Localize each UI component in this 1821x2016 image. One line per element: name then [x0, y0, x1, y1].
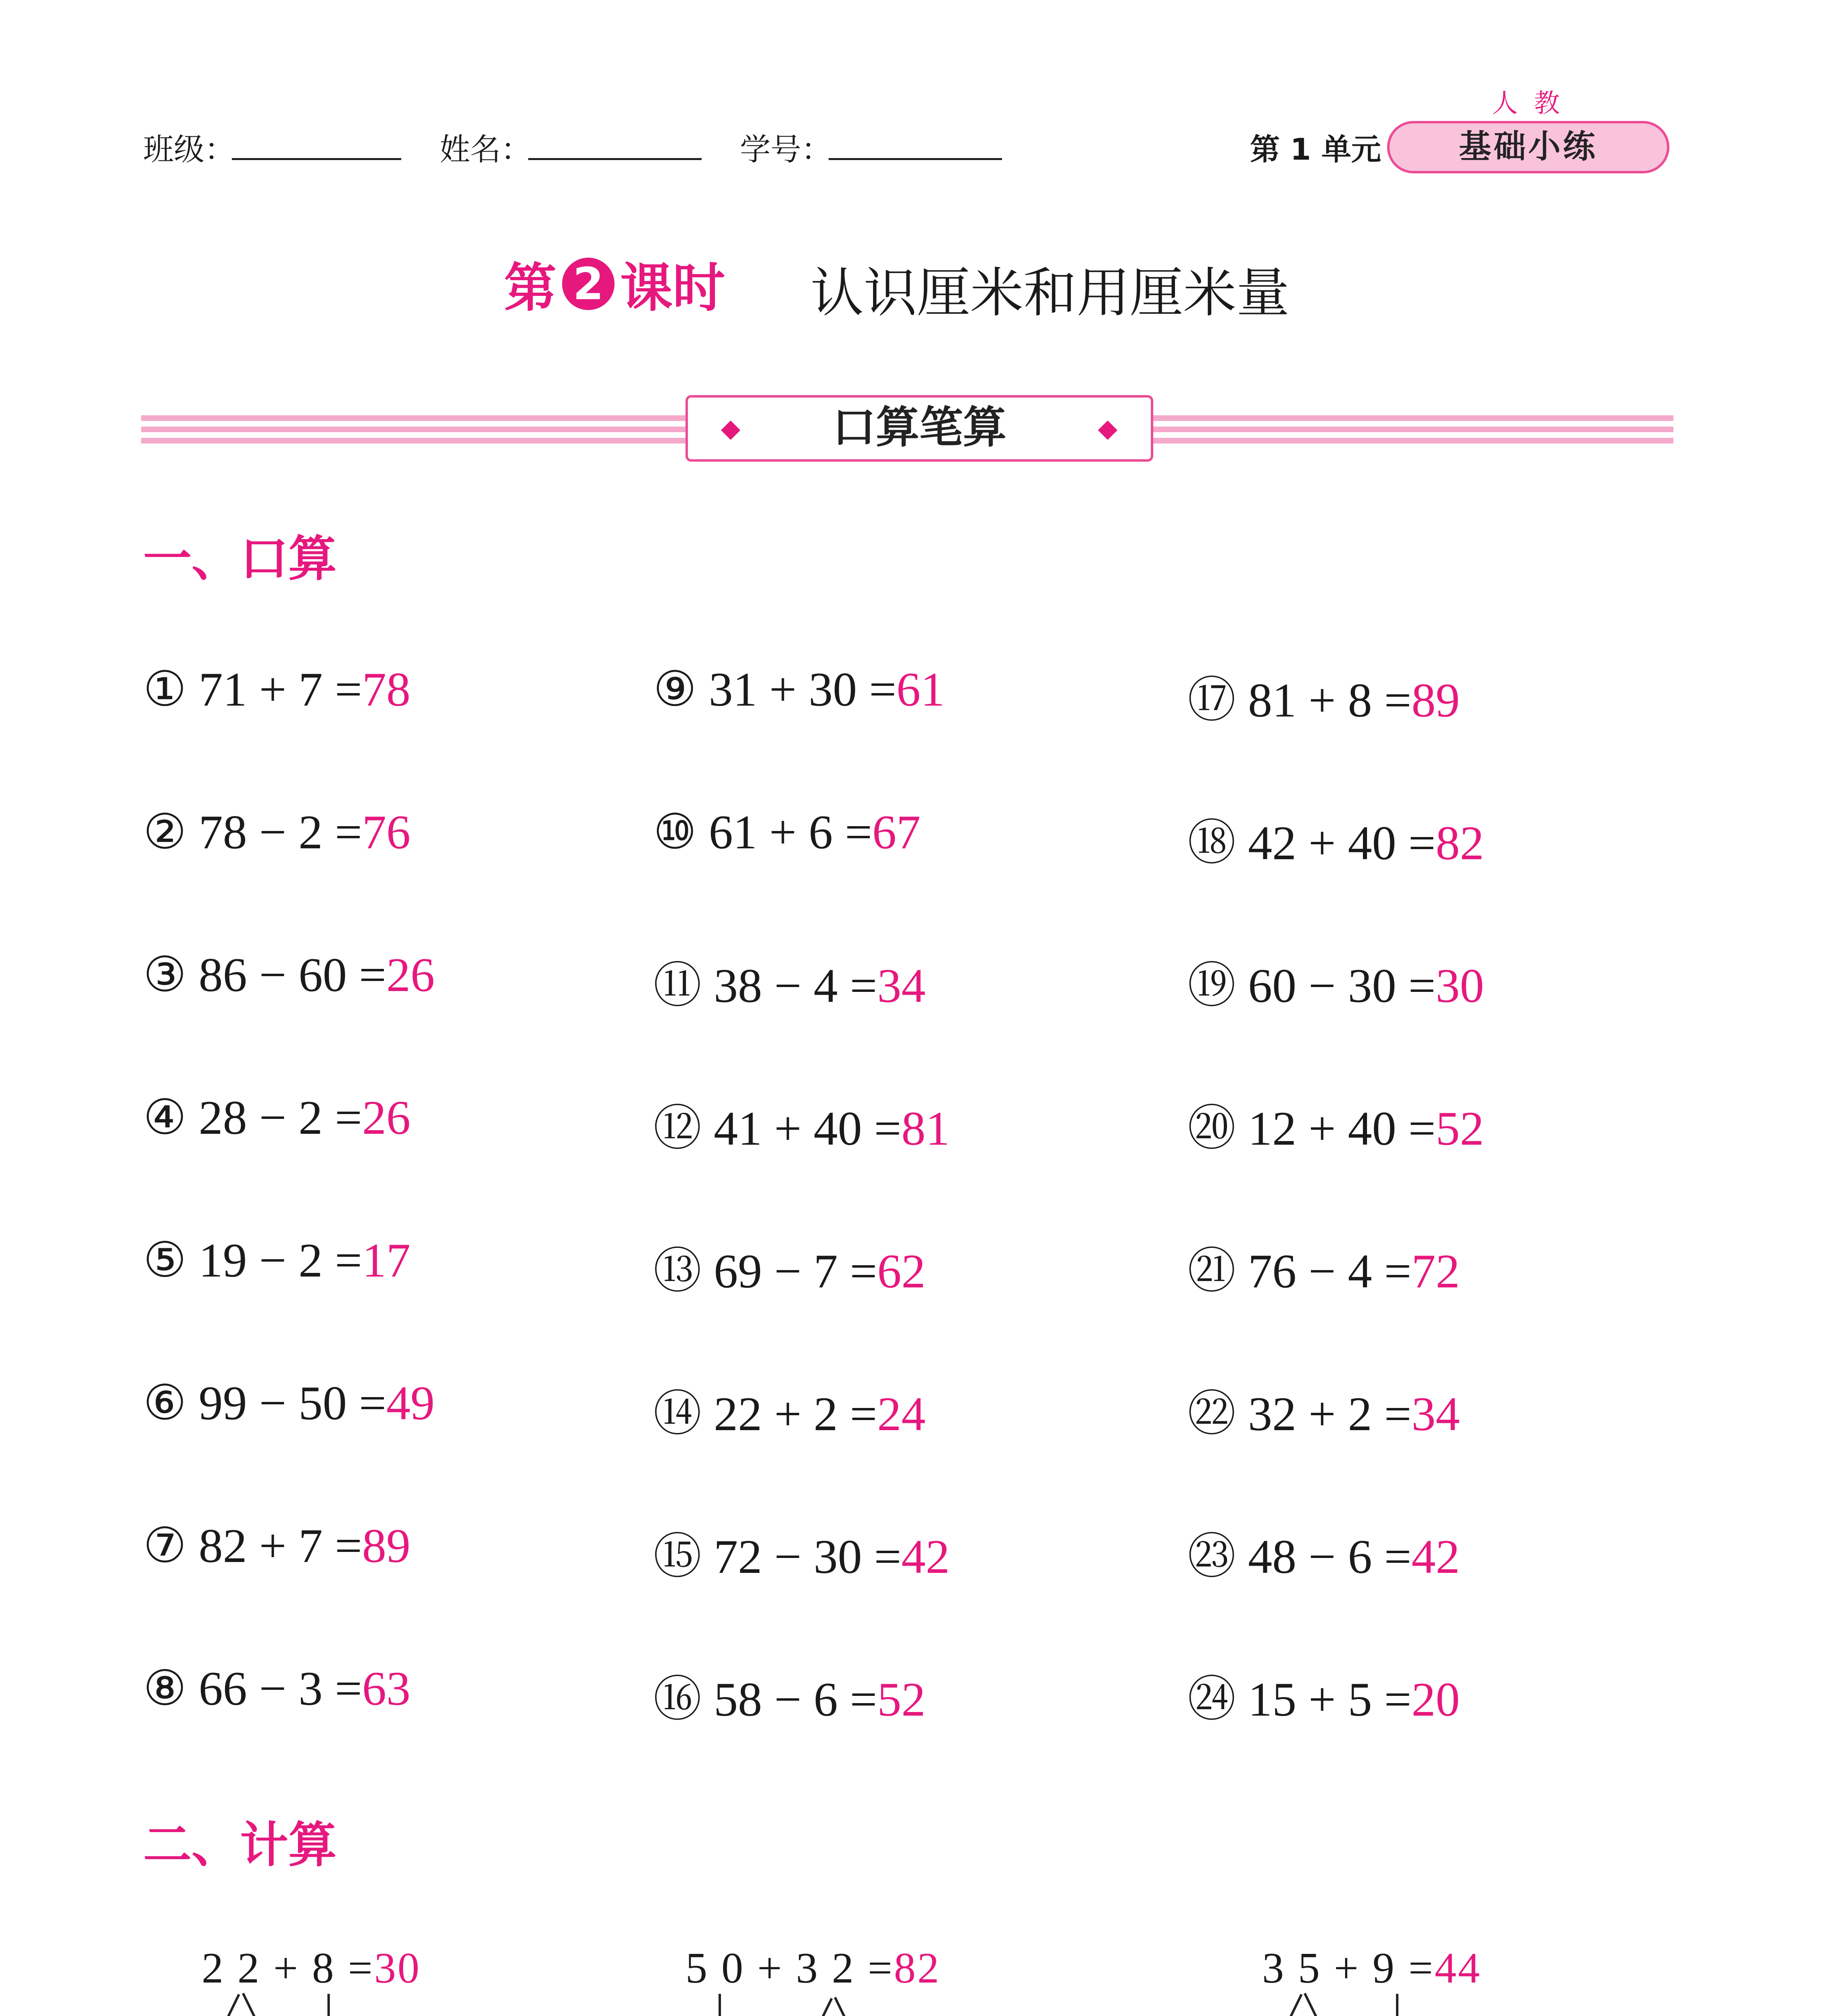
problem-answer[interactable]: 62	[877, 1244, 926, 1298]
oral-problem	[1188, 804, 1484, 873]
calc-equation: 3 5 + 9 =44	[1262, 1944, 1481, 1992]
oral-problem	[653, 1232, 925, 1302]
problem-number: ⑮	[653, 1530, 702, 1583]
problem-expression: 76 − 4 =	[1248, 1244, 1412, 1298]
problem-expression: 38 − 4 =	[714, 959, 877, 1012]
problem-expression: 69 − 7 =	[714, 1244, 877, 1298]
problem-number: ㉔	[1188, 1672, 1236, 1726]
problem-number: ⑧	[143, 1662, 187, 1715]
problem-expression: 42 + 40 =	[1248, 816, 1436, 870]
split-line	[192, 1994, 240, 2016]
oral-problem	[1188, 1232, 1460, 1302]
problem-number: ①	[143, 662, 187, 716]
calc-answer: 30	[374, 1944, 421, 1992]
problem-number: ⑤	[143, 1233, 187, 1287]
problem-answer[interactable]: 78	[362, 662, 410, 716]
problem-expression: 22 + 2 =	[714, 1387, 877, 1441]
problem-answer[interactable]: 52	[1436, 1102, 1484, 1155]
problem-expression: 58 − 6 =	[714, 1672, 877, 1726]
oral-problem	[653, 947, 925, 1016]
problem-expression: 81 + 8 =	[1248, 673, 1412, 727]
calc-equation: 5 0 + 3 2 =82	[685, 1944, 941, 1992]
problem-answer[interactable]: 89	[1411, 673, 1460, 727]
problem-answer[interactable]: 24	[877, 1387, 926, 1441]
problem-number: ⑨	[653, 662, 697, 716]
problem-answer[interactable]: 42	[901, 1530, 950, 1583]
problem-expression: 61 + 6 =	[708, 805, 872, 859]
lesson-suffix: 课时	[620, 257, 725, 319]
problem-expression: 19 − 2 =	[198, 1233, 362, 1287]
problem-expression: 66 − 3 =	[198, 1662, 362, 1715]
oral-problem	[653, 1660, 925, 1730]
split-line	[1255, 1994, 1302, 2016]
problem-number: ⑱	[1188, 816, 1236, 870]
series-badge: 基础小练	[1387, 121, 1669, 173]
oral-problem	[653, 1375, 925, 1444]
oral-problem	[1188, 947, 1484, 1016]
problem-expression: 12 + 40 =	[1248, 1102, 1436, 1155]
problem-answer[interactable]: 67	[872, 805, 921, 859]
problem-number: ⑭	[653, 1387, 702, 1441]
edition-label: 人教	[1492, 89, 1576, 119]
calc-answer: 44	[1434, 1944, 1481, 1992]
problem-number: ㉒	[1188, 1387, 1236, 1441]
problem-number: ⑰	[1188, 673, 1236, 727]
split-line	[242, 1993, 290, 2016]
oral-problem	[143, 1660, 410, 1716]
id-label: 学号：	[740, 131, 832, 167]
oral-problem	[1188, 1518, 1460, 1587]
connector-line	[327, 1994, 330, 2016]
oral-problem	[1188, 661, 1460, 731]
problem-answer[interactable]: 26	[386, 948, 435, 1002]
problem-answer[interactable]: 61	[896, 662, 945, 716]
problem-number: ②	[143, 805, 187, 859]
problem-number: ④	[143, 1091, 187, 1144]
problem-expression: 48 − 6 =	[1248, 1530, 1412, 1583]
split-line	[1304, 1993, 1351, 2016]
oral-problem	[653, 1089, 950, 1159]
oral-problem	[653, 1518, 950, 1587]
lesson-number-circle: 2	[562, 258, 615, 310]
problem-answer[interactable]: 49	[386, 1376, 435, 1430]
class-label: 班级：	[143, 131, 235, 167]
oral-problem	[1188, 1660, 1460, 1730]
problem-expression: 82 + 7 =	[198, 1519, 362, 1572]
problem-answer[interactable]: 34	[877, 959, 926, 1012]
section-oral-title: 一、口算	[143, 531, 337, 587]
problem-answer[interactable]: 76	[362, 805, 410, 859]
problem-number: ⑩	[653, 805, 697, 859]
problem-expression: 71 + 7 =	[198, 662, 362, 716]
problem-number: ㉓	[1188, 1530, 1236, 1583]
oral-problem	[1188, 1089, 1484, 1159]
problem-answer[interactable]: 81	[901, 1102, 950, 1155]
name-label: 姓名：	[440, 131, 531, 167]
class-field[interactable]	[232, 158, 401, 160]
problem-expression: 86 − 60 =	[198, 948, 386, 1002]
oral-problem	[143, 661, 410, 717]
problem-expression: 60 − 30 =	[1248, 959, 1436, 1012]
problem-number: ⑦	[143, 1519, 187, 1572]
lesson-topic: 认识厘米和用厘米量	[810, 262, 1290, 324]
problem-answer[interactable]: 72	[1411, 1244, 1460, 1298]
oral-problem	[143, 1089, 410, 1145]
problem-number: ⑳	[1188, 1102, 1236, 1155]
oral-problem	[143, 1375, 435, 1431]
split-line	[784, 1998, 833, 2016]
problem-number: ⑬	[653, 1244, 702, 1298]
lesson-prefix: 第	[504, 257, 557, 319]
unit-label: 第 1 单元	[1250, 132, 1381, 167]
problem-answer[interactable]: 89	[362, 1519, 410, 1572]
problem-number: ⑪	[653, 959, 702, 1012]
problem-answer[interactable]: 52	[877, 1672, 926, 1726]
oral-problem	[143, 1518, 410, 1574]
problem-expression: 15 + 5 =	[1248, 1672, 1412, 1726]
id-field[interactable]	[829, 158, 1002, 160]
calc-answer: 82	[894, 1944, 941, 1992]
calc-equation: 2 2 + 8 =30	[202, 1944, 421, 1992]
connector-line	[1396, 1994, 1398, 2016]
connector-line	[719, 1994, 721, 2016]
problem-number: ⑫	[653, 1102, 702, 1155]
problem-expression: 78 − 2 =	[198, 805, 362, 859]
problem-number: ⑯	[653, 1672, 702, 1726]
oral-problem	[653, 804, 921, 860]
problem-number: ⑥	[143, 1376, 187, 1430]
section-calc-title: 二、计算	[143, 1817, 337, 1873]
problem-answer[interactable]: 17	[362, 1233, 410, 1287]
problem-answer[interactable]: 82	[1436, 816, 1484, 870]
problem-answer[interactable]: 63	[362, 1662, 410, 1715]
name-field[interactable]	[528, 158, 702, 160]
oral-problem	[143, 1232, 410, 1288]
problem-answer[interactable]: 42	[1411, 1530, 1460, 1583]
problem-answer[interactable]: 34	[1411, 1387, 1460, 1441]
problem-expression: 41 + 40 =	[714, 1102, 902, 1155]
problem-expression: 72 − 30 =	[714, 1530, 902, 1583]
lesson-number	[504, 246, 725, 321]
problem-expression: 28 − 2 =	[198, 1091, 362, 1144]
oral-problem	[143, 947, 435, 1003]
problem-number: ㉑	[1188, 1244, 1236, 1298]
oral-problem	[653, 661, 945, 717]
problem-answer[interactable]: 20	[1411, 1672, 1460, 1726]
problem-expression: 31 + 30 =	[708, 662, 896, 716]
oral-problem	[1188, 1375, 1460, 1444]
problem-number: ③	[143, 948, 187, 1002]
problem-number: ⑲	[1188, 959, 1236, 1012]
oral-problem	[143, 804, 410, 860]
problem-expression: 32 + 2 =	[1248, 1387, 1412, 1441]
section-banner: 口算笔算	[685, 395, 1153, 462]
problem-answer[interactable]: 30	[1436, 959, 1484, 1012]
split-line	[834, 1997, 883, 2016]
problem-answer[interactable]: 26	[362, 1091, 410, 1144]
problem-expression: 99 − 50 =	[198, 1376, 386, 1430]
